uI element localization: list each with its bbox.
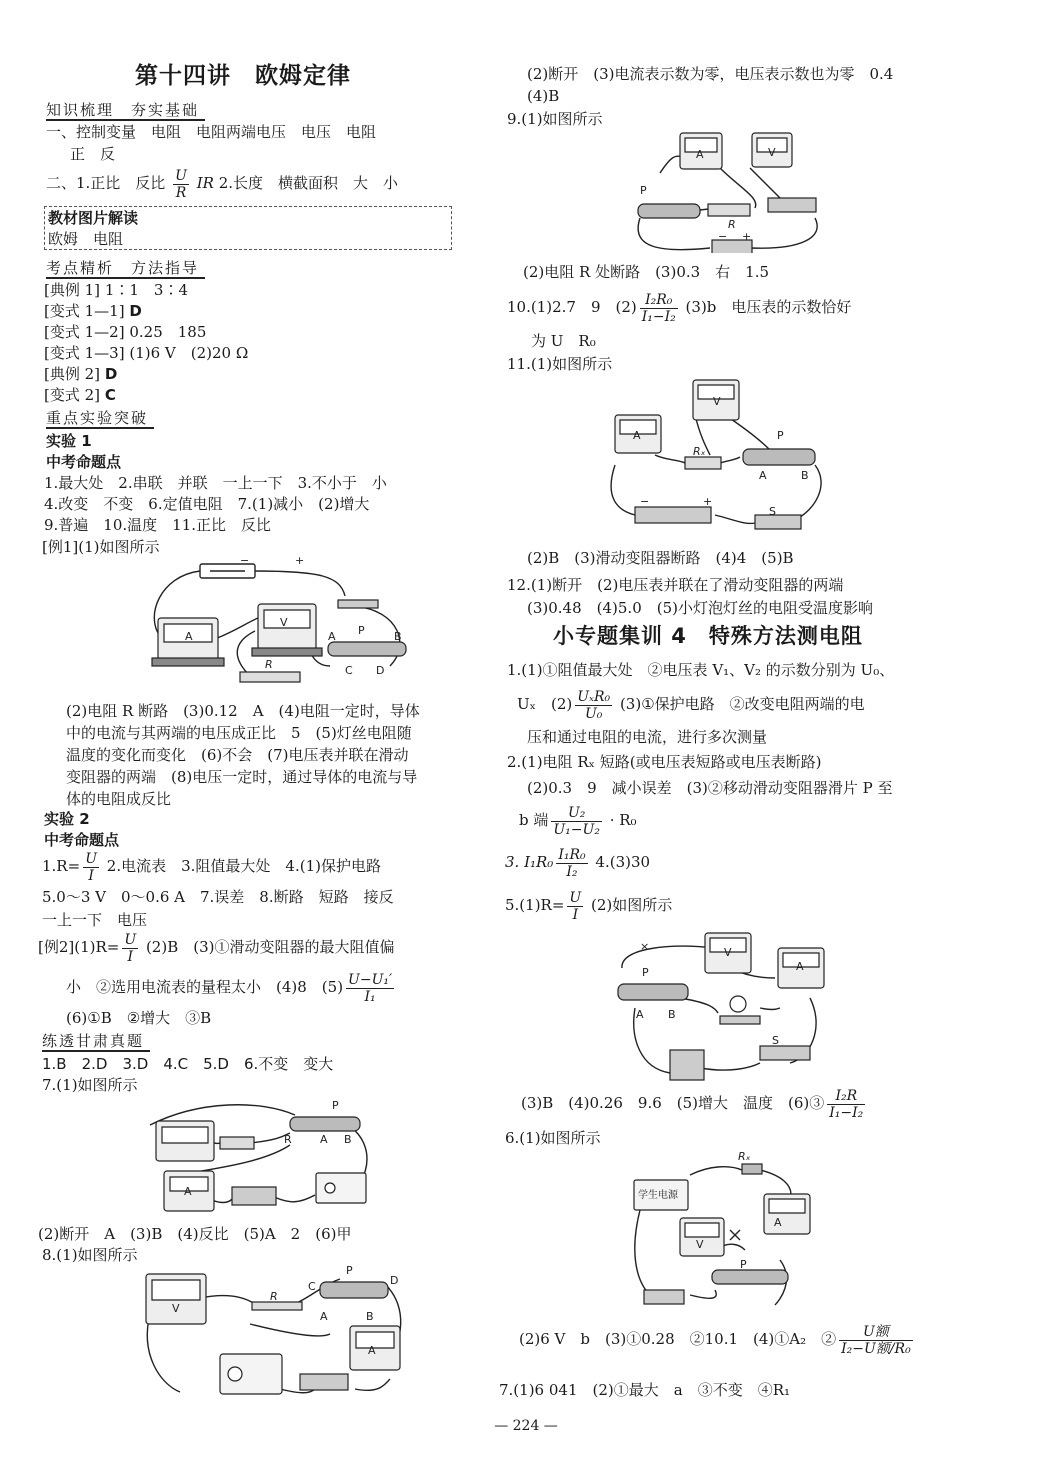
svg-text:P: P — [358, 624, 365, 637]
svg-text:P: P — [642, 966, 649, 979]
answer-line — [507, 290, 851, 325]
answer-line — [44, 364, 117, 384]
denominator: I — [88, 867, 94, 884]
text: 2.长度 横截面积 大 小 — [218, 174, 399, 192]
numerator: U — [85, 850, 97, 867]
svg-text:×: × — [640, 940, 650, 953]
label: [变式 2] — [44, 386, 101, 404]
denominator: I₁−I₂ — [829, 1104, 864, 1121]
fraction — [346, 972, 394, 1005]
text: 5.(1)R= — [505, 896, 565, 914]
svg-text:P: P — [640, 184, 647, 197]
numerator: I₁R₀ — [558, 846, 586, 863]
label: [典例 1] — [44, 281, 101, 299]
label: [变式 1—3] — [44, 344, 125, 362]
numerator: U₂ — [551, 805, 602, 822]
circuit-figure-q8 — [140, 1264, 410, 1399]
label: [变式 1—2] — [44, 323, 125, 341]
answer-line — [519, 803, 637, 838]
svg-text:Rₓ: Rₓ — [738, 1150, 751, 1163]
fraction — [640, 292, 678, 325]
circuit-figure-q7 — [140, 1095, 390, 1215]
answer-line — [505, 845, 650, 880]
denominator: R — [175, 184, 187, 201]
label: [变式 1—1] — [44, 302, 125, 320]
circuit-figure-ex1 — [140, 556, 420, 701]
svg-text:S: S — [772, 1034, 779, 1047]
answer-line: (2)电阻 R 处断路 (3)0.3 右 1.5 — [523, 263, 770, 281]
answer-line: 正 反 — [70, 145, 116, 163]
answer-line: (2)B (3)滑动变阻器断路 (4)4 (5)B — [527, 549, 794, 567]
answer-line: (2)断开 (3)电流表示数为零，电压表示数也为零 0.4 — [527, 65, 894, 83]
denominator: I — [572, 906, 579, 923]
answer-line: (3)0.48 (4)5.0 (5)小灯泡灯丝的电阻受温度影响 — [527, 599, 873, 617]
svg-text:V: V — [724, 946, 732, 959]
numerator: UₓR₀ — [577, 688, 611, 705]
fraction — [551, 805, 602, 838]
circuit-figure-s6 — [630, 1150, 825, 1310]
text: 3. I₁R₀ — [505, 853, 554, 871]
text: [例2](1)R= — [38, 938, 120, 956]
section-gansu: 练透甘肃真题 — [42, 1032, 145, 1050]
answer-line: 温度的变化而变化 (6)不会 (7)电压表并联在滑动 — [66, 746, 409, 764]
text: (3)B (4)0.26 9.6 (5)增大 温度 (6)③ — [521, 1094, 825, 1112]
text: Uₓ (2) — [517, 695, 573, 713]
svg-text:S: S — [769, 505, 776, 518]
answer-line: 7.(1)如图所示 — [42, 1076, 138, 1094]
value: 0.25 185 — [129, 323, 207, 341]
svg-text:+: + — [742, 230, 752, 243]
svg-text:Rₓ: Rₓ — [693, 445, 706, 458]
answer-line — [44, 322, 206, 342]
svg-text:A: A — [633, 429, 641, 442]
svg-text:V: V — [172, 1302, 180, 1315]
topic-title: 小专题集训 4 特殊方法测电阻 — [553, 624, 863, 648]
answer-line: 一、控制变量 电阻 电阻两端电压 电压 电阻 — [46, 123, 377, 141]
answer-line: 体的电阻成反比 — [66, 790, 172, 808]
numerator: U — [569, 889, 582, 906]
svg-text:A: A — [184, 1185, 192, 1198]
svg-text:A: A — [368, 1344, 376, 1357]
answer-line: 8.(1)如图所示 — [42, 1246, 138, 1264]
circuit-figure-s5 — [610, 928, 835, 1088]
numerator: I₂R — [827, 1088, 865, 1105]
value: D — [129, 302, 142, 320]
answer-line: 变阻器的两端 (8)电压一定时，通过导体的电流与导 — [66, 768, 418, 786]
page-number: — 224 — — [494, 1418, 558, 1434]
denominator: I — [127, 948, 134, 965]
value: C — [104, 386, 116, 404]
denominator: I₁−I₂ — [641, 308, 676, 325]
answer-line — [44, 385, 116, 405]
answer-line — [44, 301, 142, 321]
circuit-figure-q9 — [630, 128, 830, 253]
answer-line: 7.(1)6 041 (2)①最大 a ③不变 ④R₁ — [499, 1381, 790, 1399]
svg-text:−: − — [718, 230, 728, 243]
answer-line: 4.改变 不变 6.定值电阻 7.(1)减小 (2)增大 — [44, 495, 370, 513]
svg-text:C: C — [308, 1280, 316, 1293]
answer-line — [46, 166, 398, 201]
answer-line — [66, 970, 397, 1005]
value: D — [104, 365, 118, 383]
svg-text:R: R — [284, 1133, 292, 1146]
numerator: I₂R₀ — [640, 292, 678, 309]
text: (2)如图所示 — [591, 896, 673, 914]
svg-text:D: D — [376, 664, 385, 677]
svg-text:V: V — [280, 616, 288, 629]
svg-text:A: A — [320, 1310, 328, 1323]
svg-text:A: A — [796, 960, 804, 973]
numerator: U — [124, 931, 137, 948]
svg-text:B: B — [668, 1008, 676, 1021]
svg-text:B: B — [366, 1310, 374, 1323]
answer-line: 11.(1)如图所示 — [507, 355, 613, 373]
numerator: U — [175, 167, 187, 184]
svg-text:A: A — [774, 1216, 782, 1229]
svg-text:−: − — [240, 556, 250, 567]
fraction — [827, 1088, 865, 1121]
svg-text:−: − — [640, 495, 650, 508]
denominator: I₁ — [364, 988, 376, 1005]
svg-text:A: A — [696, 148, 704, 161]
answer-line: 9.普遍 10.温度 11.正比 反比 — [44, 516, 272, 534]
box-text: 欧姆 电阻 — [48, 230, 124, 248]
text: (2)6 V b (3)①0.28 ②10.1 (4)①A₂ ② — [519, 1330, 837, 1348]
text: (2)B (3)①滑动变阻器的最大阻值偏 — [145, 938, 395, 956]
answer-line: [例1](1)如图所示 — [42, 538, 160, 556]
answer-line — [44, 280, 188, 300]
fraction — [173, 168, 189, 201]
answer-line: 1.B 2.D 3.D 4.C 5.D 6.不变 变大 — [42, 1055, 334, 1073]
svg-text:A: A — [185, 630, 193, 643]
subsection-label: 中考命题点 — [44, 831, 120, 849]
answer-line — [42, 849, 381, 884]
subsection-label: 中考命题点 — [46, 453, 122, 471]
fraction — [122, 932, 138, 965]
svg-text:B: B — [394, 630, 402, 643]
svg-text:P: P — [777, 429, 784, 442]
denominator: U₀ — [585, 705, 603, 722]
answer-line: (4)B — [527, 87, 560, 105]
fraction — [83, 851, 99, 884]
answer-line: (2)0.3 9 减小误差 (3)②移动滑动变阻器滑片 P 至 — [527, 779, 893, 797]
value: (1)6 V (2)20 Ω — [129, 344, 249, 362]
denominator: I₂−U额/R₀ — [841, 1340, 911, 1357]
answer-line — [505, 888, 672, 923]
answer-line — [517, 687, 865, 722]
text: 1.R= — [42, 857, 81, 875]
svg-text:A: A — [320, 1133, 328, 1146]
experiment-label: 实验 2 — [44, 810, 90, 828]
answer-line: (2)电阻 R 断路 (3)0.12 A (4)电阻一定时，导体 — [66, 702, 420, 720]
section-analysis: 考点精析 方法指导 — [46, 259, 200, 277]
answer-line: 1.(1)①阻值最大处 ②电压表 V₁、V₂ 的示数分别为 U₀、 — [507, 661, 895, 679]
text: 4.(3)30 — [595, 853, 651, 871]
text: IR — [196, 174, 214, 192]
svg-text:B: B — [801, 469, 809, 482]
text: (3)b 电压表的示数恰好 — [685, 298, 852, 316]
fraction — [575, 689, 612, 722]
experiment-label: 实验 1 — [46, 432, 92, 450]
section-knowledge: 知识梳理 夯实基础 — [46, 101, 200, 119]
answer-line: 1.最大处 2.串联 并联 一上一下 3.不小于 小 — [44, 474, 387, 492]
svg-text:A: A — [759, 469, 767, 482]
svg-text:D: D — [390, 1274, 399, 1287]
text: b 端 — [519, 811, 549, 829]
answer-line: 一上一下 电压 — [42, 911, 148, 929]
answer-line — [44, 343, 248, 363]
svg-text:R: R — [728, 218, 736, 231]
svg-text:V: V — [713, 395, 721, 408]
denominator: U₁−U₂ — [553, 821, 600, 838]
answer-line: 5.0～3 V 0～0.6 A 7.误差 8.断路 短路 接反 — [42, 888, 394, 906]
answer-line: 压和通过电阻的电流，进行多次测量 — [527, 728, 768, 746]
label: [典例 2] — [44, 365, 101, 383]
answer-line: (6)①B ②增大 ③B — [66, 1009, 212, 1027]
svg-text:R: R — [270, 1290, 278, 1303]
text: (3)①保护电路 ②改变电阻两端的电 — [619, 695, 865, 713]
svg-text:A: A — [328, 630, 336, 643]
answer-line: 中的电流与其两端的电压成正比 5 (5)灯丝电阻随 — [66, 724, 412, 742]
svg-text:P: P — [332, 1099, 339, 1112]
svg-text:C: C — [345, 664, 353, 677]
text: 小 ②选用电流表的量程太小 (4)8 (5) — [66, 978, 344, 996]
answer-line: 为 U R₀ — [531, 332, 596, 350]
svg-text:+: + — [295, 556, 305, 567]
circuit-figure-q11 — [605, 375, 835, 540]
section-experiment: 重点实验突破 — [46, 409, 149, 427]
box-title: 教材图片解读 — [48, 209, 139, 227]
fraction — [556, 847, 587, 880]
answer-line: 2.(1)电阻 Rₓ 短路(或电压表短路或电压表断路) — [507, 753, 822, 771]
svg-text:P: P — [740, 1258, 747, 1271]
text: 二、1.正比 反比 — [46, 174, 166, 192]
value: 1∶1 3∶4 — [104, 281, 188, 299]
svg-text:B: B — [344, 1133, 352, 1146]
svg-text:V: V — [768, 146, 776, 159]
answer-line: (2)断开 A (3)B (4)反比 (5)A 2 (6)甲 — [38, 1225, 352, 1243]
text: 10.(1)2.7 9 (2) — [507, 298, 637, 316]
answer-line: 12.(1)断开 (2)电压表并联在了滑动变阻器的两端 — [507, 576, 844, 594]
answer-line — [521, 1086, 868, 1121]
answer-line: 6.(1)如图所示 — [505, 1129, 601, 1147]
text: 2.电流表 3.阻值最大处 4.(1)保护电路 — [106, 857, 381, 875]
numerator: U−U₁′ — [348, 971, 393, 988]
answer-line — [519, 1317, 916, 1361]
svg-text:学生电源: 学生电源 — [638, 1190, 678, 1201]
svg-text:+: + — [703, 495, 713, 508]
svg-text:R: R — [265, 658, 273, 671]
svg-text:V: V — [696, 1238, 704, 1251]
svg-text:A: A — [636, 1008, 644, 1021]
denominator: I₂ — [566, 863, 578, 880]
fraction — [839, 1324, 913, 1357]
answer-line — [38, 930, 394, 965]
text: · R₀ — [609, 811, 637, 829]
answer-line: 9.(1)如图所示 — [507, 110, 603, 128]
lecture-title: 第十四讲 欧姆定律 — [135, 63, 351, 89]
numerator: U额 — [839, 1324, 913, 1341]
svg-text:P: P — [346, 1264, 353, 1277]
fraction — [567, 890, 583, 923]
